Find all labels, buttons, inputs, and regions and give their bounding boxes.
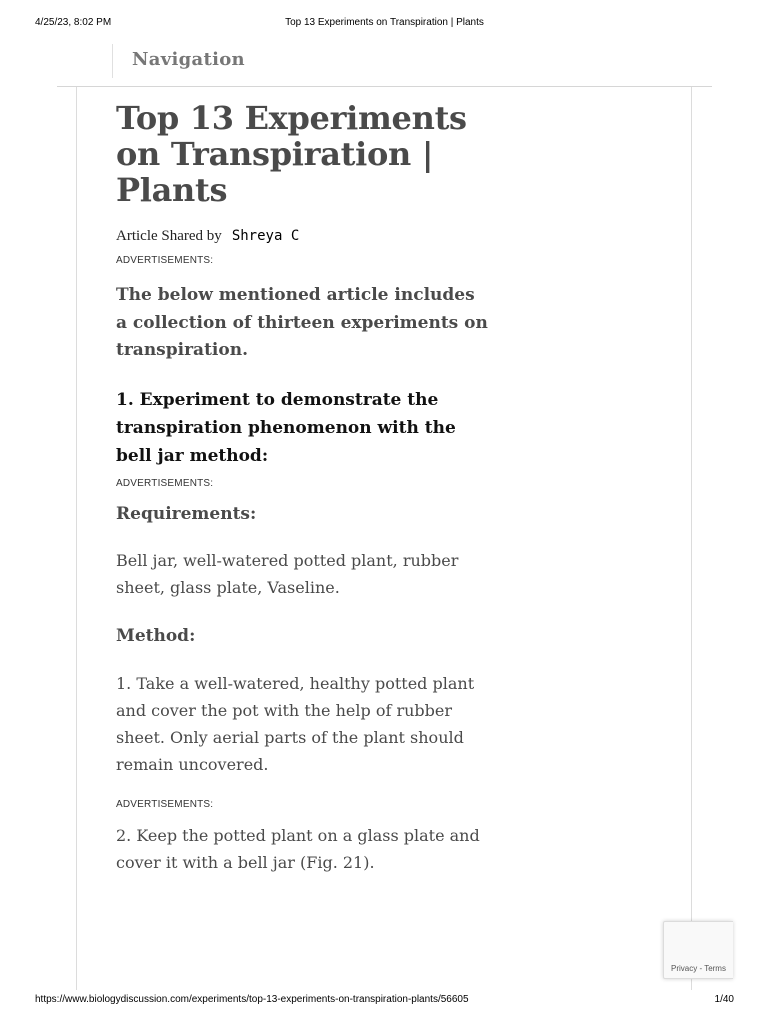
advertisement-label: ADVERTISEMENTS: — [116, 255, 214, 266]
article-byline — [116, 228, 491, 248]
navigation-toggle[interactable]: Navigation — [132, 49, 245, 70]
byline-prefix: Article Shared by — [116, 228, 222, 244]
navigation-divider — [57, 86, 712, 87]
print-header — [35, 17, 734, 31]
content-border-right — [691, 87, 692, 990]
author-link[interactable]: Shreya C — [231, 228, 300, 244]
article — [116, 100, 491, 876]
print-page-number: 1/40 — [714, 994, 734, 1005]
navigation-bar — [112, 44, 245, 78]
print-datetime: 4/25/23, 8:02 PM — [35, 17, 112, 28]
article-title: Top 13 Experiments on Transpiration | Plants — [116, 99, 467, 209]
print-page-title: Top 13 Experiments on Transpiration | Plants — [285, 17, 484, 28]
recaptcha-links[interactable]: Privacy - Terms — [671, 964, 726, 973]
requirements-heading: Requirements: — [116, 503, 257, 524]
content-border-left — [76, 87, 77, 990]
method-step: 2. Keep the potted plant on a glass plate and cover it with a bell jar (Fig. 21). — [116, 825, 480, 872]
experiment-heading: 1. Experiment to demonstrate the transpiration phenomenon with the bell jar method: — [116, 389, 456, 466]
method-heading: Method: — [116, 625, 196, 646]
advertisement-label: ADVERTISEMENTS: — [116, 798, 214, 810]
recaptcha-badge[interactable] — [663, 921, 733, 979]
advertisement-label: ADVERTISEMENTS: — [116, 477, 214, 489]
print-url: https://www.biologydiscussion.com/experiments/top-13-experiments-on-transpiration-plants/56605 — [35, 994, 469, 1005]
requirements-text: Bell jar, well-watered potted plant, rubber sheet, glass plate, Vaseline. — [116, 550, 459, 597]
article-intro: The below mentioned article includes a collection of thirteen experiments on transpiration. — [116, 285, 488, 360]
print-footer — [35, 994, 734, 1008]
method-step: 1. Take a well-watered, healthy potted plant and cover the pot with the help of rubber sheet. Only aerial parts of the plant should remain uncovered. — [116, 673, 475, 774]
